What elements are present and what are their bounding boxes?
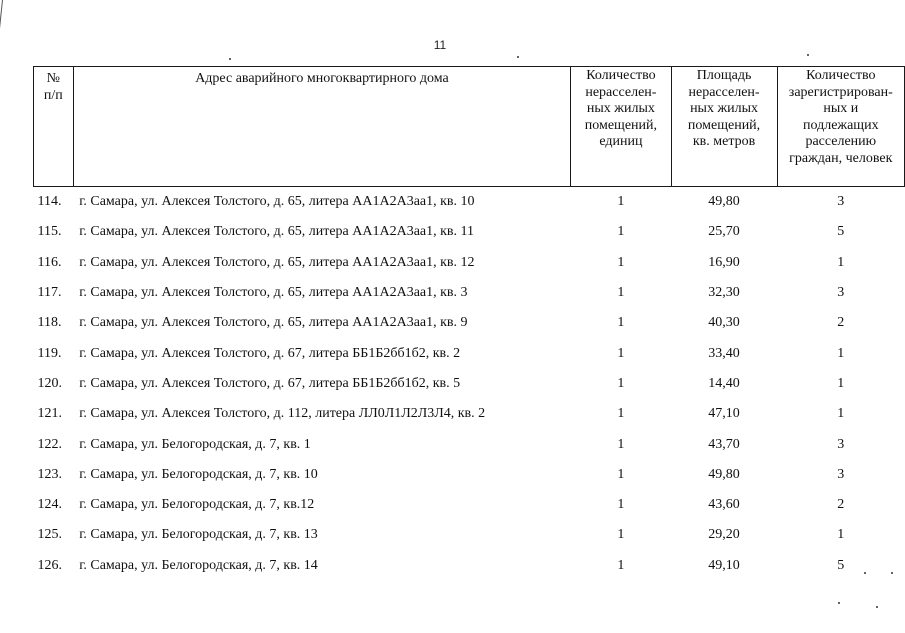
row-number: 124. xyxy=(37,497,62,513)
row-residents: 3 xyxy=(837,285,845,301)
table-row xyxy=(34,460,905,490)
row-area: 40,30 xyxy=(708,315,740,331)
table-row xyxy=(34,399,905,429)
row-unit-count: 1 xyxy=(617,254,625,270)
row-unit-count: 1 xyxy=(617,497,625,513)
row-area: 29,20 xyxy=(708,527,740,543)
row-number: 114. xyxy=(37,194,62,210)
page-number: 11 xyxy=(433,38,447,52)
row-number: 120. xyxy=(37,375,62,391)
row-unit-count: 1 xyxy=(617,466,625,482)
header-area: Площадь нерасселен- ных жилых помещений, кв. метров xyxy=(671,67,777,187)
row-unit-count: 1 xyxy=(617,345,625,361)
row-unit-count: 1 xyxy=(617,557,625,573)
row-unit-count: 1 xyxy=(617,436,625,452)
row-area: 32,30 xyxy=(708,285,740,301)
row-address: г. Самара, ул. Алексея Толстого, д. 65, литера АА1А2А3аа1, кв. 12 xyxy=(79,254,475,270)
row-residents: 1 xyxy=(837,254,845,270)
table-row xyxy=(34,338,905,368)
table-row xyxy=(34,278,905,308)
table-row xyxy=(34,308,905,338)
table-row xyxy=(34,520,905,550)
row-number: 126. xyxy=(37,557,62,573)
row-unit-count: 1 xyxy=(617,406,625,422)
row-address: г. Самара, ул. Белогородская, д. 7, кв.12 xyxy=(79,497,315,513)
row-address: г. Самара, ул. Алексея Толстого, д. 65, литера АА1А2А3аа1, кв. 10 xyxy=(79,194,475,210)
row-address: г. Самара, ул. Белогородская, д. 7, кв. 13 xyxy=(79,527,318,543)
table-row xyxy=(34,187,905,218)
table-body xyxy=(34,187,905,581)
header-number: № п/п xyxy=(34,67,74,187)
row-area: 43,70 xyxy=(708,436,740,452)
row-unit-count: 1 xyxy=(617,527,625,543)
table-row xyxy=(34,429,905,459)
row-area: 33,40 xyxy=(708,345,740,361)
row-residents: 3 xyxy=(837,194,845,210)
header-address: Адрес аварийного многоквартирного дома xyxy=(73,67,571,187)
header-unit-count: Количество нерасселен- ных жилых помещений, единиц xyxy=(571,67,671,187)
row-residents: 3 xyxy=(837,466,845,482)
row-residents: 3 xyxy=(837,436,845,452)
row-number: 119. xyxy=(37,345,62,361)
row-address: г. Самара, ул. Алексея Толстого, д. 112, литера ЛЛ0Л1Л2Л3Л4, кв. 2 xyxy=(79,406,486,422)
row-unit-count: 1 xyxy=(617,315,625,331)
row-number: 122. xyxy=(37,436,62,452)
row-unit-count: 1 xyxy=(617,224,625,240)
scan-speck xyxy=(838,602,840,604)
row-area: 49,10 xyxy=(708,557,740,573)
row-address: г. Самара, ул. Алексея Толстого, д. 65, литера АА1А2А3аа1, кв. 3 xyxy=(79,285,468,301)
row-area: 16,90 xyxy=(708,254,740,270)
row-residents: 5 xyxy=(837,557,845,573)
row-unit-count: 1 xyxy=(617,194,625,210)
table-row xyxy=(34,490,905,520)
resettlement-table xyxy=(33,66,905,581)
scan-speck xyxy=(517,56,519,58)
row-residents: 2 xyxy=(837,497,845,513)
row-address: г. Самара, ул. Алексея Толстого, д. 65, литера АА1А2А3аа1, кв. 11 xyxy=(79,224,475,240)
table-row xyxy=(34,217,905,247)
row-address: г. Самара, ул. Белогородская, д. 7, кв. 14 xyxy=(79,557,318,573)
header-residents: Количество зарегистрирован- ных и подлежащих расселению граждан, человек xyxy=(777,67,904,187)
row-area: 25,70 xyxy=(708,224,740,240)
row-address: г. Самара, ул. Белогородская, д. 7, кв. 10 xyxy=(79,466,318,482)
row-number: 117. xyxy=(37,285,62,301)
row-residents: 5 xyxy=(837,224,845,240)
row-area: 49,80 xyxy=(708,466,740,482)
scan-speck xyxy=(229,58,231,60)
row-residents: 1 xyxy=(837,406,845,422)
row-residents: 1 xyxy=(837,527,845,543)
row-residents: 1 xyxy=(837,375,845,391)
table-header-row xyxy=(34,67,905,187)
row-area: 47,10 xyxy=(708,406,740,422)
row-address: г. Самара, ул. Алексея Толстого, д. 65, литера АА1А2А3аа1, кв. 9 xyxy=(79,315,468,331)
row-residents: 1 xyxy=(837,345,845,361)
row-unit-count: 1 xyxy=(617,375,625,391)
row-area: 14,40 xyxy=(708,375,740,391)
row-number: 115. xyxy=(37,224,62,240)
row-number: 116. xyxy=(37,254,62,270)
row-number: 118. xyxy=(37,315,62,331)
row-address: г. Самара, ул. Белогородская, д. 7, кв. 1 xyxy=(79,436,311,452)
row-number: 123. xyxy=(37,466,62,482)
row-number: 121. xyxy=(37,406,62,422)
table-row xyxy=(34,551,905,581)
row-residents: 2 xyxy=(837,315,845,331)
scan-speck xyxy=(864,572,866,574)
row-area: 43,60 xyxy=(708,497,740,513)
table-row xyxy=(34,369,905,399)
row-address: г. Самара, ул. Алексея Толстого, д. 67, литера ББ1Б2бб1б2, кв. 5 xyxy=(79,375,461,391)
scan-speck xyxy=(876,606,878,608)
row-number: 125. xyxy=(37,527,62,543)
row-area: 49,80 xyxy=(708,194,740,210)
scan-speck xyxy=(807,54,809,56)
table-row xyxy=(34,248,905,278)
row-unit-count: 1 xyxy=(617,285,625,301)
scan-speck xyxy=(891,572,893,574)
row-address: г. Самара, ул. Алексея Толстого, д. 67, литера ББ1Б2бб1б2, кв. 2 xyxy=(79,345,461,361)
